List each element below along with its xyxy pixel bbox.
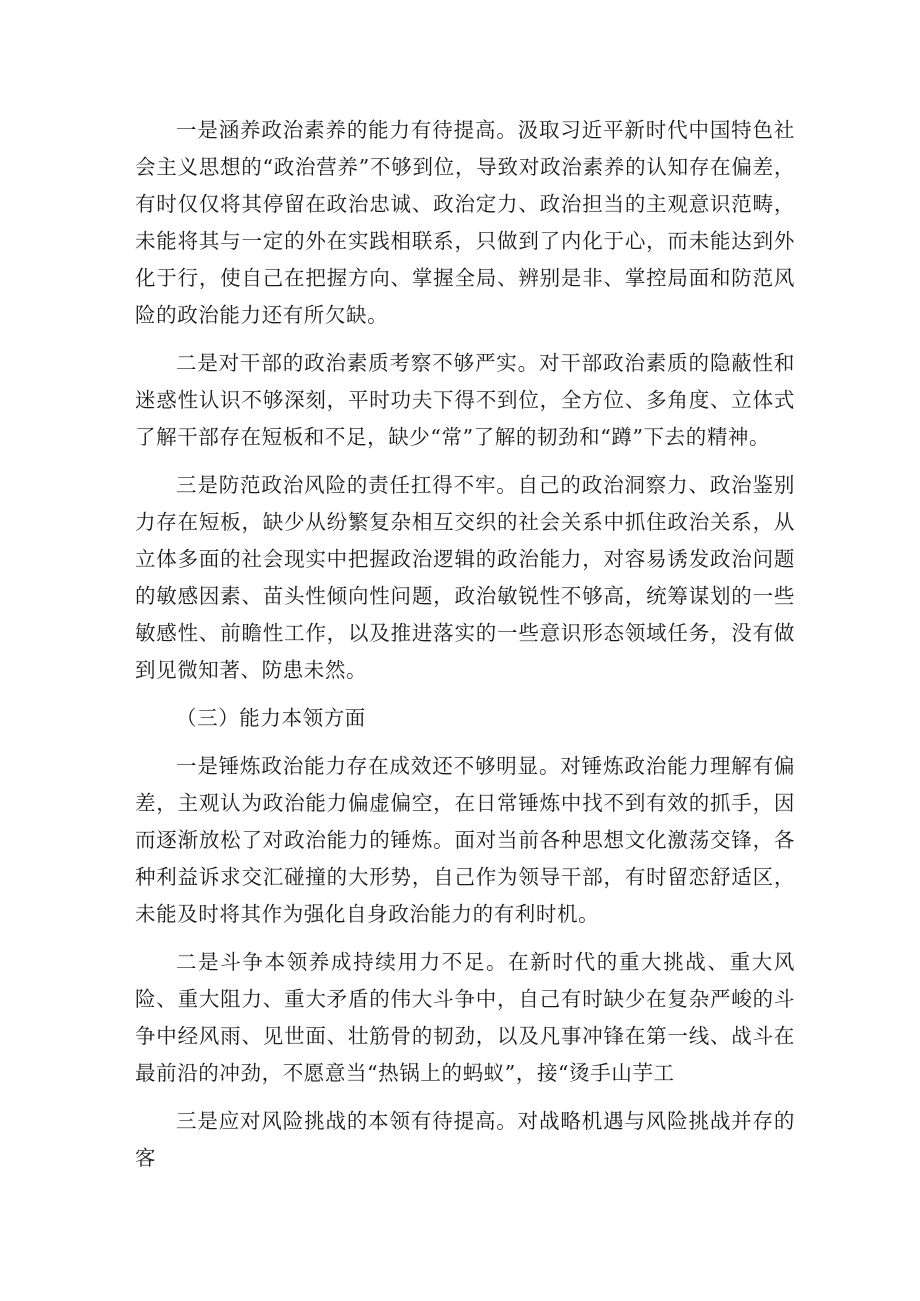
paragraph-political-capability: 一是锤炼政治能力存在成效还不够明显。对锤炼政治能力理解有偏差，主观认为政治能力偏虚偏空，在日常锤炼中找不到有效的抓手，因而逐渐放松了对政治能力的锤炼。面对当前各种思想文化激荡交锋，各种利益诉求交汇碰撞的大形势，自己作为领导干部，有时留恋舒适区，未能及时将其作为强化自身政治能力的有利时机。 xyxy=(135,754,795,926)
section-heading xyxy=(135,700,795,737)
section-heading-text: （三）能力本领方面 xyxy=(176,706,366,730)
document-body xyxy=(135,112,795,1188)
paragraph-political-literacy: 一是涵养政治素养的能力有待提高。汲取习近平新时代中国特色社会主义思想的“政治营养”不够到位，导致对政治素养的认知存在偏差，有时仅仅将其停留在政治忠诚、政治定力、政治担当的主观意识范畴，未能将其与一定的外在实践相联系，只做到了内化于心，而未能达到外化于行，使自己在把握方向、掌握全局、辨别是非、掌控局面和防范风险的政治能力还有所欠缺。 xyxy=(135,118,795,327)
paragraph-risk-response: 三是应对风险挑战的本领有待提高。对战略机遇与风险挑战并存的客 xyxy=(135,1109,795,1170)
paragraph-cadre-assessment: 二是对干部的政治素质考察不够严实。对干部政治素质的隐蔽性和迷惑性认识不够深刻，平时功夫下得不到位，全方位、多角度、立体式了解干部存在短板和不足，缺少“常”了解的韧劲和“蹲”下去的精神。 xyxy=(135,351,795,449)
paragraph-struggle-skill: 二是斗争本领养成持续用力不足。在新时代的重大挑战、重大风险、重大阻力、重大矛盾的伟大斗争中，自己有时缺少在复杂严峻的斗争中经风雨、见世面、壮筋骨的韧劲，以及凡事冲锋在第一线、战斗在最前沿的冲劲，不愿意当“热锅上的蚂蚁”，接“烫手山芋工 xyxy=(135,950,795,1085)
paragraph-political-risk: 三是防范政治风险的责任扛得不牢。自己的政治洞察力、政治鉴别力存在短板，缺少从纷繁复杂相互交织的社会关系中抓住政治关系，从立体多面的社会现实中把握政治逻辑的政治能力，对容易诱发政治问题的敏感因素、苗头性倾向性问题，政治敏锐性不够高，统筹谋划的一些敏感性、前瞻性工作，以及推进落实的一些意识形态领域任务，没有做到见微知著、防患未然。 xyxy=(135,473,795,682)
